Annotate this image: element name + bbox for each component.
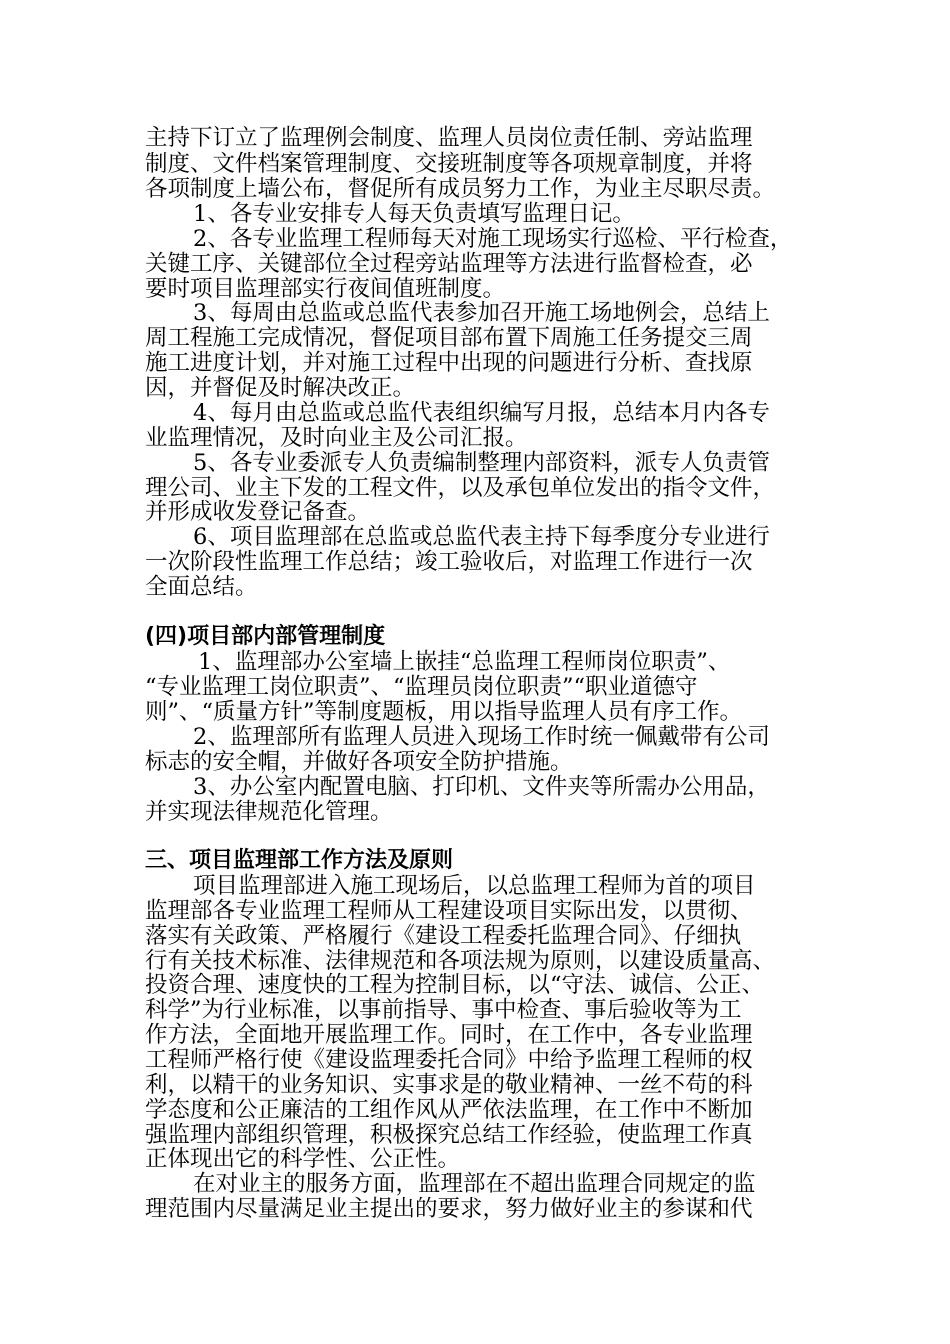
text-line: 学态度和公正廉洁的工组作风从严依法监理，在工作中不断加 [145,1097,753,1123]
text-line: 利，以精干的业务知识、实事求是的敬业精神、一丝不苟的科 [145,1072,753,1098]
text-line: 5、各专业委派专人负责编制整理内部资料，派专人负责管 [193,450,770,476]
text-line: 则”、“质量方针”等制度题板，用以指导监理人员有序工作。 [145,699,743,725]
text-line: 全面总结。 [145,574,258,600]
text-line: 3、办公室内配置电脑、打印机、文件夹等所需办公用品， [193,774,770,800]
text-line: 并形成收发登记备查。 [145,499,371,525]
text-line: 3、每周由总监或总监代表参加召开施工场地例会，总结上 [193,300,770,326]
text-line: 理范围内尽量满足业主提出的要求，努力做好业主的参谋和代 [145,1196,753,1222]
text-line: 投资合理、速度快的工程为控制目标，以“守法、诚信、公正、 [145,972,765,998]
text-line: 在对业主的服务方面，监理部在不超出监理合同规定的监 [193,1171,756,1197]
text-line: 一次阶段性监理工作总结；竣工验收后，对监理工作进行一次 [145,549,753,575]
text-line: 1、监理部办公室墙上嵌挂“总监理工程师岗位职责”、 [198,649,731,675]
text-line: 科学”为行业标准，以事前指导、事中检查、事后验收等为工 [145,997,742,1023]
text-line: 工程师严格行使《建设监理委托合同》中给予监理工程师的权 [145,1047,753,1073]
text-line: 要时项目监理部实行夜间值班制度。 [145,276,506,302]
text-line: 行有关技术标准、法律规范和各项法规为原则，以建设质量高、 [145,948,776,974]
section-heading: 三、项目监理部工作方法及原则 [145,848,454,873]
text-line: 强监理内部组织管理，积极探究总结工作经验，使监理工作真 [145,1122,753,1148]
text-line: 理公司、业主下发的工程文件，以及承包单位发出的指令文件， [145,475,776,501]
text-line: 项目监理部进入施工现场后，以总监理工程师为首的项目 [193,873,756,899]
section-heading: (四)项目部内部管理制度 [145,624,386,649]
text-line: 主持下订立了监理例会制度、监理人员岗位责任制、旁站监理 [145,125,753,151]
text-line: 标志的安全帽，并做好各项安全防护措施。 [145,749,573,775]
text-line: 业监理情况，及时向业主及公司汇报。 [145,425,528,451]
text-line: 落实有关政策、严格履行《建设工程委托监理合同》、仔细执 [145,923,742,949]
text-line: 并实现法律规范化管理。 [145,799,393,825]
text-line: 6、项目监理部在总监或总监代表主持下每季度分专业进行 [193,524,770,550]
text-line: 各项制度上墙公布，督促所有成员努力工作，为业主尽职尽责。 [145,176,776,202]
text-line: 监理部各专业监理工程师从工程建设项目实际出发，以贯彻、 [145,898,753,924]
text-line: 施工进度计划，并对施工过程中出现的问题进行分析、查找原 [145,350,753,376]
text-line: 2、各专业监理工程师每天对施工现场实行巡检、平行检查， [193,226,793,252]
text-line: 关键工序、关键部位全过程旁站监理等方法进行监督检查，必 [145,251,753,277]
text-line: “专业监理工岗位职责”、“监理员岗位职责”“职业道德守 [145,674,698,700]
text-line: 4、每月由总监或总监代表组织编写月报，总结本月内各专 [193,400,770,426]
text-line: 正体现出它的科学性、公正性。 [145,1146,461,1172]
text-line: 1、各专业安排专人每天负责填写监理日记。 [193,201,635,227]
text-line: 制度、文件档案管理制度、交接班制度等各项规章制度，并将 [145,151,753,177]
text-line: 因，并督促及时解决改正。 [145,375,416,401]
text-line: 2、监理部所有监理人员进入现场工作时统一佩戴带有公司 [193,724,770,750]
text-line: 作方法，全面地开展监理工作。同时，在工作中，各专业监理 [145,1022,753,1048]
text-line: 周工程施工完成情况，督促项目部布置下周施工任务提交三周 [145,325,753,351]
